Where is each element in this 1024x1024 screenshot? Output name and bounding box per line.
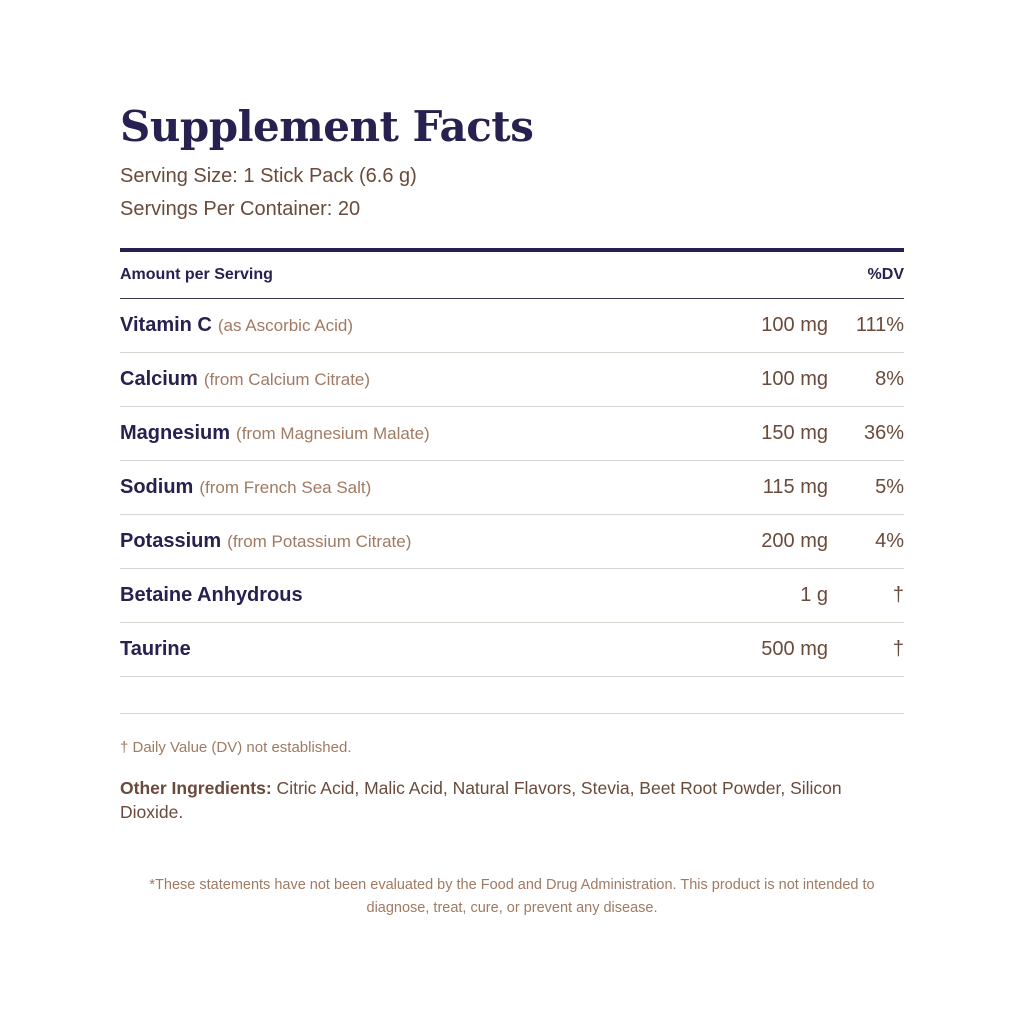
table-row xyxy=(120,299,904,353)
other-ingredients xyxy=(120,776,904,824)
nutrient-name-text: Taurine xyxy=(120,638,191,660)
nutrient-source: (from Potassium Citrate) xyxy=(227,532,412,551)
serving-size: Serving Size: 1 Stick Pack (6.6 g) xyxy=(120,165,417,187)
nutrient-name-text: Betaine Anhydrous xyxy=(120,584,303,606)
dv-footnote: † Daily Value (DV) not established. xyxy=(120,739,352,756)
nutrient-dv: 111% xyxy=(855,314,904,336)
nutrient-amount: 150 mg xyxy=(761,422,828,444)
nutrient-dv: † xyxy=(892,584,904,606)
table-row xyxy=(120,461,904,515)
nutrient-dv: † xyxy=(892,638,904,660)
nutrient-amount: 200 mg xyxy=(761,530,828,552)
nutrient-name-text: Potassium xyxy=(120,530,222,552)
nutrient-name xyxy=(120,584,628,607)
nutrient-name xyxy=(120,422,628,445)
nutrient-name xyxy=(120,476,628,499)
footer-divider xyxy=(120,713,904,714)
nutrient-name xyxy=(120,314,628,337)
table-row xyxy=(120,353,904,407)
other-ingredients-text: Citric Acid, Malic Acid, Natural Flavors, Stevia, Beet Root Powder, Silicon Dioxide. xyxy=(120,778,842,822)
servings-per-container: Servings Per Container: 20 xyxy=(120,198,361,220)
nutrient-source: (from French Sea Salt) xyxy=(199,478,372,497)
table-row xyxy=(120,623,904,677)
nutrient-table xyxy=(120,299,904,677)
nutrient-amount: 1 g xyxy=(800,584,828,606)
nutrient-amount: 115 mg xyxy=(762,476,828,498)
supplement-facts-panel xyxy=(120,102,904,824)
nutrient-source: (from Calcium Citrate) xyxy=(203,370,371,389)
nutrient-name xyxy=(120,368,628,391)
nutrient-name xyxy=(120,530,628,553)
nutrient-name-text: Vitamin C xyxy=(120,314,212,336)
nutrient-dv: 4% xyxy=(875,530,904,552)
nutrient-dv: 8% xyxy=(875,368,904,390)
nutrient-name-text: Sodium xyxy=(120,476,194,498)
fda-disclaimer: *These statements have not been evaluated by the Food and Drug Administration. This product is not intended to diagnose, treat, cure, or prevent any disease. xyxy=(149,877,875,916)
table-row xyxy=(120,515,904,569)
nutrient-source: (as Ascorbic Acid) xyxy=(217,316,353,335)
table-header xyxy=(120,252,904,299)
table-row xyxy=(120,407,904,461)
nutrient-name xyxy=(120,638,628,661)
nutrient-dv: 5% xyxy=(875,476,904,498)
nutrient-amount: 100 mg xyxy=(761,368,828,390)
header-amount-per-serving: Amount per Serving xyxy=(120,266,273,283)
nutrient-dv: 36% xyxy=(863,422,904,444)
table-row xyxy=(120,569,904,623)
nutrient-amount: 500 mg xyxy=(761,638,828,660)
other-ingredients-label: Other Ingredients: xyxy=(120,778,272,798)
page-title: Supplement Facts xyxy=(120,102,534,151)
nutrient-name-text: Magnesium xyxy=(120,422,231,444)
nutrient-source: (from Magnesium Malate) xyxy=(236,424,430,443)
header-dv: %DV xyxy=(867,266,904,283)
nutrient-name-text: Calcium xyxy=(120,368,198,390)
nutrient-amount: 100 mg xyxy=(761,314,828,336)
